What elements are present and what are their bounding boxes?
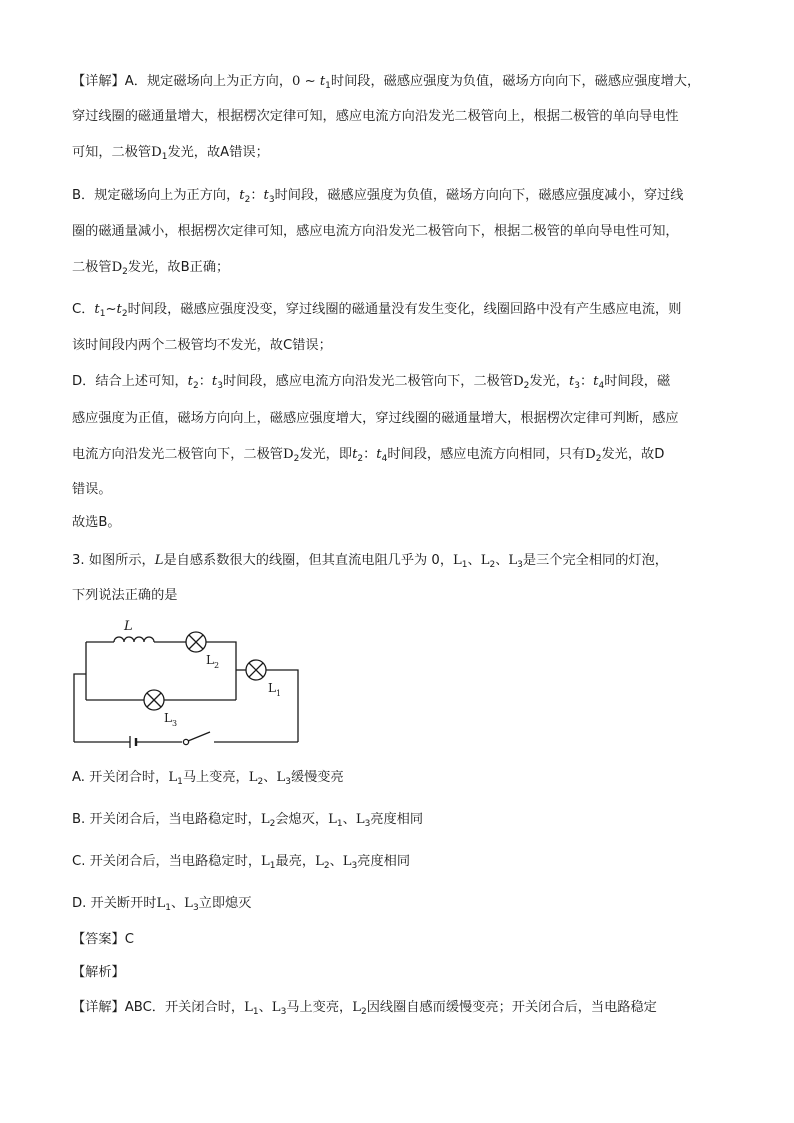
circuit-diagram [66,614,306,750]
detail-d-line-1: D．结合上述可知，$t_2$：$t_3$时间段，感应电流方向沿发光二极管向下，二极管$D_2$发光，$t_3$：$t_4$时间段，磁 [72,374,671,391]
switch [183,732,210,745]
lamp-l3-label: L [164,711,172,725]
answer-label: 【答案】 [72,932,125,947]
detail-b-line-2: 圈的磁通量减小，根据楞次定律可知，感应电流方向沿发光二极管向下，根据二极管的单向导电性可知， [72,224,679,239]
lamp-l2-sub: 2 [214,661,220,670]
option-c: C. 开关闭合后，当电路稳定时，$L_1$最亮，$L_2$、$L_3$亮度相同 [72,854,411,871]
lamp-l1-label: L [268,681,276,695]
conclusion-text: 故选B。 [72,515,121,530]
lamp-l1-sub: 1 [276,689,282,698]
lamp-l2 [186,632,206,652]
analysis-label: 【解析】 [72,965,125,980]
lamp-l3 [144,690,164,710]
detail-d-line-4: 错误。 [72,482,112,497]
lamp-l1 [246,660,266,680]
detail-a-line-3: 可知，二极管$D_1$发光，故A错误； [72,145,269,162]
option-a: A. 开关闭合时，$L_1$马上变亮，$L_2$、$L_3$缓慢变亮 [72,770,344,787]
detail-a-line-2: 穿过线圈的磁通量增大，根据楞次定律可知，感应电流方向沿发光二极管向上，根据二极管的单向导电性 [72,109,679,124]
detail-c-line-2: 该时间段内两个二极管均不发光，故C错误； [72,338,332,353]
detail-c-line-1: C．$t_1\sim t_2$时间段，磁感应强度没变，穿过线圈的磁通量没有发生变化，线圈回路中没有产生感应电流，则 [72,302,682,319]
circuit-left-wire [74,674,86,742]
option-d: D. 开关断开时$L_1$、$L_3$立即熄灭 [72,896,252,913]
circuit-branch-right-node [206,642,236,700]
option-b: B. 开关闭合后，当电路稳定时，$L_2$会熄灭，$L_1$、$L_3$亮度相同 [72,812,424,829]
question-3-line-2: 下列说法正确的是 [72,588,178,603]
detail-b-line-1: B．规定磁场向上为正方向，$t_2$：$t_3$时间段，磁感应强度为负值，磁场方向向下，磁感应强度减小，穿过线 [72,188,684,205]
lamp-l3-sub: 3 [172,719,178,728]
inductor-coil [114,637,154,642]
answer-line [72,930,732,950]
question-3-line-1: 3. 如图所示，L是自感系数很大的线圈，但其直流电阻几乎为 0，$L_1$、$L_2$、$L_3$是三个完全相同的灯泡， [72,553,668,570]
detail-abc-line-1: 【详解】ABC．开关闭合时，$L_1$、$L_3$马上变亮，$L_2$因线圈自感而缓慢变亮；开关闭合后，当电路稳定 [72,1000,657,1017]
inductor-label: L [124,619,133,634]
detail-d-line-3: 电流方向沿发光二极管向下，二极管$D_2$发光，即$t_2$：$t_4$时间段，感应电流方向相同，只有$D_2$发光，故D [72,447,665,464]
lamp-l2-label: L [206,653,214,667]
answer-value: C [124,932,134,947]
detail-d-line-2: 感应强度为正值，磁场方向向上，磁感应强度增大，穿过线圈的磁通量增大，根据楞次定律可判断，感应 [72,411,679,426]
detail-a-line-1: 【详解】A．规定磁场向上为正方向，0 ~ $t_1$时间段，磁感应强度为负值，磁场方向向下，磁感应强度增大， [72,74,701,91]
detail-b-line-3: 二极管$D_2$发光，故B正确； [72,260,230,277]
